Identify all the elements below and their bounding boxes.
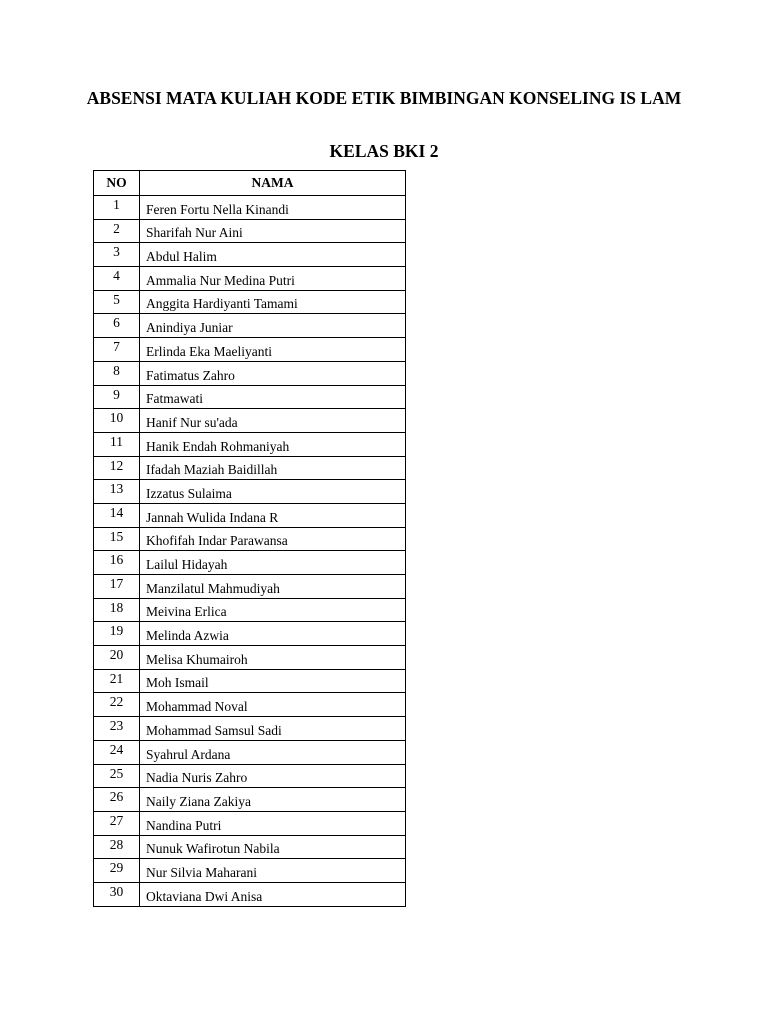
row-number: 9	[94, 385, 140, 409]
table-row	[94, 290, 406, 314]
row-number: 29	[94, 859, 140, 883]
row-number: 7	[94, 338, 140, 362]
table-row	[94, 503, 406, 527]
table-row	[94, 693, 406, 717]
student-name: Mohammad Samsul Sadi	[140, 717, 406, 741]
student-name: Manzilatul Mahmudiyah	[140, 575, 406, 599]
student-name: Oktaviana Dwi Anisa	[140, 882, 406, 906]
row-number: 30	[94, 882, 140, 906]
row-number: 24	[94, 740, 140, 764]
row-number: 14	[94, 503, 140, 527]
student-name: Syahrul Ardana	[140, 740, 406, 764]
student-name: Nandina Putri	[140, 811, 406, 835]
row-number: 8	[94, 361, 140, 385]
row-number: 3	[94, 243, 140, 267]
row-number: 2	[94, 219, 140, 243]
student-name: Naily Ziana Zakiya	[140, 788, 406, 812]
student-name: Nur Silvia Maharani	[140, 859, 406, 883]
header-no: NO	[94, 171, 140, 196]
document-title: ABSENSI MATA KULIAH KODE ETIK BIMBINGAN KONSELING IS LAM	[86, 88, 682, 108]
student-name: Lailul Hidayah	[140, 551, 406, 575]
row-number: 13	[94, 480, 140, 504]
student-name: Melinda Azwia	[140, 622, 406, 646]
row-number: 5	[94, 290, 140, 314]
row-number: 23	[94, 717, 140, 741]
row-number: 1	[94, 196, 140, 220]
table-row	[94, 409, 406, 433]
table-row	[94, 385, 406, 409]
table-row	[94, 882, 406, 906]
row-number: 11	[94, 432, 140, 456]
student-name: Nunuk Wafirotun Nabila	[140, 835, 406, 859]
table-row	[94, 480, 406, 504]
row-number: 15	[94, 527, 140, 551]
row-number: 19	[94, 622, 140, 646]
table-row	[94, 527, 406, 551]
row-number: 6	[94, 314, 140, 338]
table-row	[94, 243, 406, 267]
student-name: Nadia Nuris Zahro	[140, 764, 406, 788]
row-number: 18	[94, 598, 140, 622]
student-name: Meivina Erlica	[140, 598, 406, 622]
student-name: Fatimatus Zahro	[140, 361, 406, 385]
table-row	[94, 669, 406, 693]
table-row	[94, 598, 406, 622]
row-number: 12	[94, 456, 140, 480]
table-row	[94, 811, 406, 835]
student-name: Fatmawati	[140, 385, 406, 409]
table-body	[94, 196, 406, 907]
student-name: Ammalia Nur Medina Putri	[140, 267, 406, 291]
table-row	[94, 338, 406, 362]
student-name: Izzatus Sulaima	[140, 480, 406, 504]
student-name: Sharifah Nur Aini	[140, 219, 406, 243]
table-row	[94, 196, 406, 220]
row-number: 17	[94, 575, 140, 599]
table-row	[94, 622, 406, 646]
row-number: 10	[94, 409, 140, 433]
table-row	[94, 788, 406, 812]
attendance-table	[93, 170, 406, 907]
header-name: NAMA	[140, 171, 406, 196]
row-number: 16	[94, 551, 140, 575]
table-header-row	[94, 171, 406, 196]
row-number: 27	[94, 811, 140, 835]
row-number: 21	[94, 669, 140, 693]
table-row	[94, 646, 406, 670]
table-row	[94, 835, 406, 859]
student-name: Melisa Khumairoh	[140, 646, 406, 670]
row-number: 26	[94, 788, 140, 812]
student-name: Moh Ismail	[140, 669, 406, 693]
table-row	[94, 314, 406, 338]
table-row	[94, 575, 406, 599]
student-name: Khofifah Indar Parawansa	[140, 527, 406, 551]
student-name: Hanif Nur su'ada	[140, 409, 406, 433]
table-row	[94, 859, 406, 883]
row-number: 20	[94, 646, 140, 670]
student-name: Abdul Halim	[140, 243, 406, 267]
student-name: Mohammad Noval	[140, 693, 406, 717]
row-number: 22	[94, 693, 140, 717]
row-number: 28	[94, 835, 140, 859]
student-name: Anindiya Juniar	[140, 314, 406, 338]
student-name: Hanik Endah Rohmaniyah	[140, 432, 406, 456]
table-row	[94, 456, 406, 480]
table-row	[94, 740, 406, 764]
student-name: Ifadah Maziah Baidillah	[140, 456, 406, 480]
student-name: Feren Fortu Nella Kinandi	[140, 196, 406, 220]
table-row	[94, 361, 406, 385]
table-row	[94, 267, 406, 291]
row-number: 25	[94, 764, 140, 788]
student-name: Anggita Hardiyanti Tamami	[140, 290, 406, 314]
student-name: Erlinda Eka Maeliyanti	[140, 338, 406, 362]
table-row	[94, 717, 406, 741]
table-row	[94, 219, 406, 243]
class-subtitle: KELAS BKI 2	[329, 141, 439, 161]
table-row	[94, 551, 406, 575]
student-name: Jannah Wulida Indana R	[140, 503, 406, 527]
table-row	[94, 432, 406, 456]
table-row	[94, 764, 406, 788]
row-number: 4	[94, 267, 140, 291]
